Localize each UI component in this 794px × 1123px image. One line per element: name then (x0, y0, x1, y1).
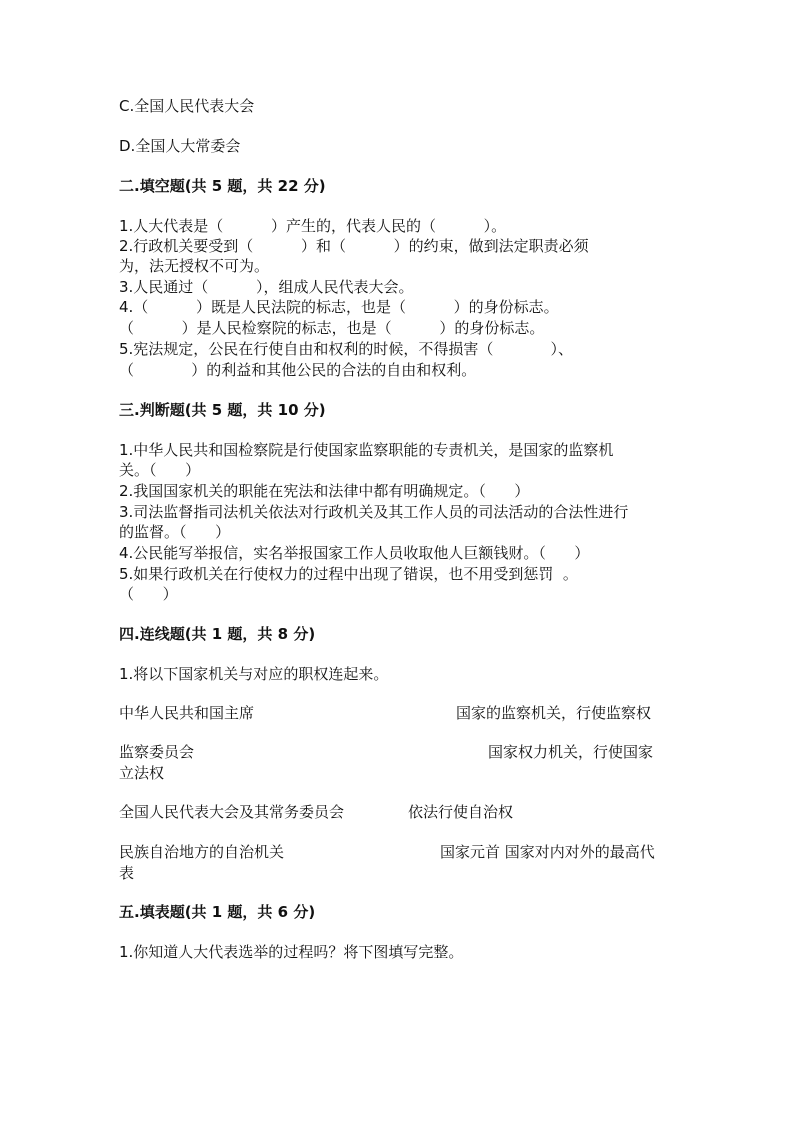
true-false-line: 5.如果行政机关在行使权力的过程中出现了错误，也不用受到惩罚 。 (119, 565, 578, 583)
section-title-table-fill: 五.填表题(共 1 题，共 6 分) (119, 903, 316, 921)
matching-left-item: 监察委员会 (119, 743, 195, 761)
option-c: C.全国人民代表大会 (119, 97, 255, 115)
matching-right-item: 国家元首 国家对内对外的最高代 (440, 843, 655, 861)
section-title-fill-blank: 二.填空题(共 5 题，共 22 分) (119, 177, 326, 195)
matching-right-item: 依法行使自治权 (408, 803, 514, 821)
true-false-line: 2.我国国家机关的职能在宪法和法律中都有明确规定。（ ） (119, 482, 530, 500)
section-title-matching: 四.连线题(共 1 题，共 8 分) (119, 625, 316, 643)
matching-right-item: 国家的监察机关，行使监察权 (456, 704, 652, 722)
true-false-line: （ ） (119, 585, 178, 603)
matching-right-item: 国家权力机关，行使国家 (488, 743, 654, 761)
matching-right-item-wrap: 表 (119, 864, 135, 882)
option-d: D.全国人大常委会 (119, 137, 241, 155)
matching-right-item-wrap: 立法权 (119, 764, 165, 782)
true-false-line: 4.公民能写举报信，实名举报国家工作人员收取他人巨额钱财。（ ） (119, 544, 590, 562)
fill-blank-line: 5.宪法规定，公民在行使自由和权利的时候，不得损害（ ）、 (119, 340, 574, 358)
matching-question: 1.将以下国家机关与对应的职权连起来。 (119, 665, 389, 683)
fill-blank-line: 4.（ ）既是人民法院的标志，也是（ ）的身份标志。 (119, 298, 559, 316)
fill-blank-line: （ ）是人民检察院的标志，也是（ ）的身份标志。 (119, 319, 545, 337)
table-fill-question: 1.你知道人大代表选举的过程吗？将下图填写完整。 (119, 943, 464, 961)
fill-blank-line: 1.人大代表是（ ）产生的，代表人民的（ ）。 (119, 217, 507, 235)
fill-blank-line: 3.人民通过（ ），组成人民代表大会。 (119, 278, 414, 296)
true-false-line: 3.司法监督指司法机关依法对行政机关及其工作人员的司法活动的合法性进行 (119, 503, 629, 521)
section-title-true-false: 三.判断题(共 5 题，共 10 分) (119, 401, 326, 419)
matching-left-item: 民族自治地方的自治机关 (119, 843, 285, 861)
true-false-line: 的监督。（ ） (119, 523, 231, 541)
matching-left-item: 全国人民代表大会及其常务委员会 (119, 803, 345, 821)
matching-left-item: 中华人民共和国主席 (119, 704, 255, 722)
fill-blank-line: 为，法无授权不可为。 (119, 257, 270, 275)
true-false-line: 关。（ ） (119, 461, 201, 479)
fill-blank-line: 2.行政机关要受到（ ）和（ ）的约束，做到法定职责必须 (119, 237, 589, 255)
fill-blank-line: （ ）的利益和其他公民的合法的自由和权利。 (119, 361, 477, 379)
true-false-line: 1.中华人民共和国检察院是行使国家监察职能的专责机关，是国家的监察机 (119, 441, 614, 459)
